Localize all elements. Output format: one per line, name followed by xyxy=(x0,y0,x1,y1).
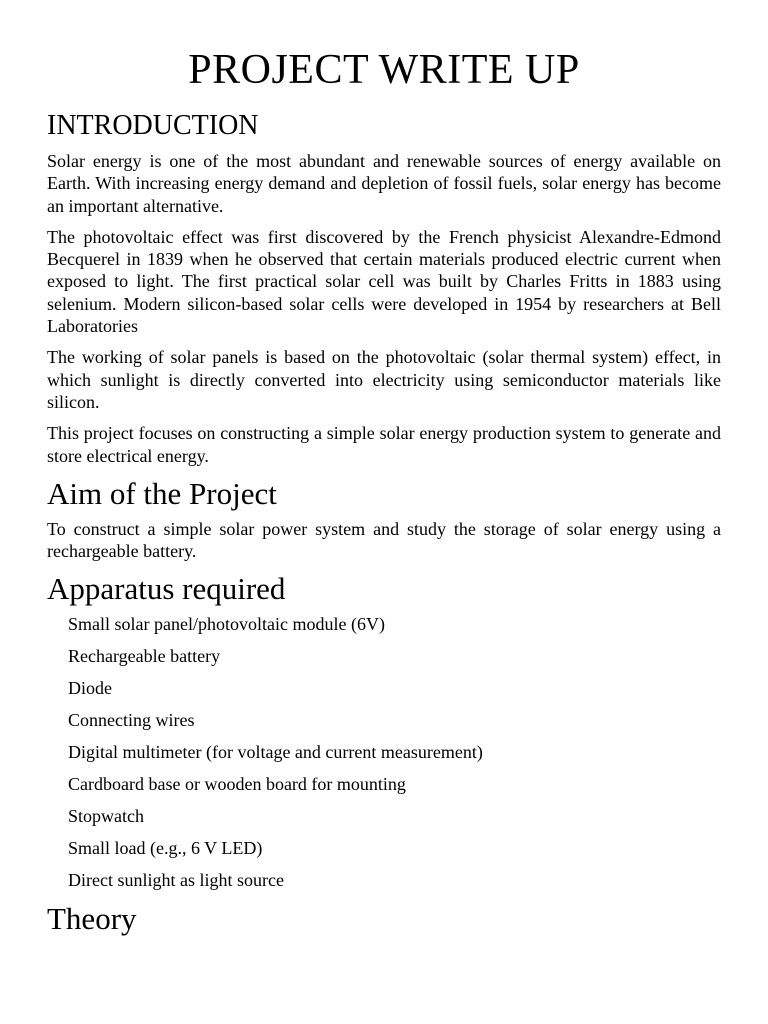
apparatus-item: Direct sunlight as light source xyxy=(68,870,284,891)
introduction-paragraph: The photovoltaic effect was first discovered by the French physicist Alexandre-Edmond Becquerel in 1839 when he observed that certain materials produced electric current when exposed to light. The first practical solar cell was built by Charles Fritts in 1883 using selenium. Modern silicon-based solar cells were developed in 1954 by researchers at Bell Laboratories xyxy=(47,226,721,337)
apparatus-section xyxy=(47,571,721,891)
aim-heading: Aim of the Project xyxy=(47,475,277,511)
introduction-heading: INTRODUCTION xyxy=(47,110,259,141)
introduction-paragraph: The working of solar panels is based on the photovoltaic (solar thermal system) effect, in which sunlight is directly converted into electricity using semiconductor materials like silicon. xyxy=(47,347,721,412)
apparatus-item: Rechargeable battery xyxy=(68,646,221,667)
introduction-paragraph: Solar energy is one of the most abundant and renewable sources of energy available on Earth. With increasing energy demand and depletion of fossil fuels, solar energy has become an important alternative. xyxy=(47,151,721,216)
document-title: PROJECT WRITE UP xyxy=(188,47,580,93)
apparatus-item: Small load (e.g., 6 V LED) xyxy=(68,838,263,859)
apparatus-list xyxy=(47,613,721,891)
apparatus-item: Small solar panel/photovoltaic module (6V) xyxy=(68,614,385,635)
theory-heading: Theory xyxy=(47,901,137,937)
introduction-section xyxy=(47,110,721,467)
apparatus-item: Stopwatch xyxy=(68,806,144,827)
apparatus-item: Cardboard base or wooden board for mounting xyxy=(68,774,406,795)
apparatus-heading: Apparatus required xyxy=(47,571,286,607)
apparatus-item: Diode xyxy=(68,678,112,699)
apparatus-item: Digital multimeter (for voltage and current measurement) xyxy=(68,742,483,763)
apparatus-item: Connecting wires xyxy=(68,710,195,731)
theory-section xyxy=(47,901,721,937)
aim-paragraph: To construct a simple solar power system and study the storage of solar energy using a rechargeable battery. xyxy=(47,518,721,562)
introduction-paragraph: This project focuses on constructing a simple solar energy production system to generate and store electrical energy. xyxy=(47,423,721,466)
aim-section xyxy=(47,476,721,563)
